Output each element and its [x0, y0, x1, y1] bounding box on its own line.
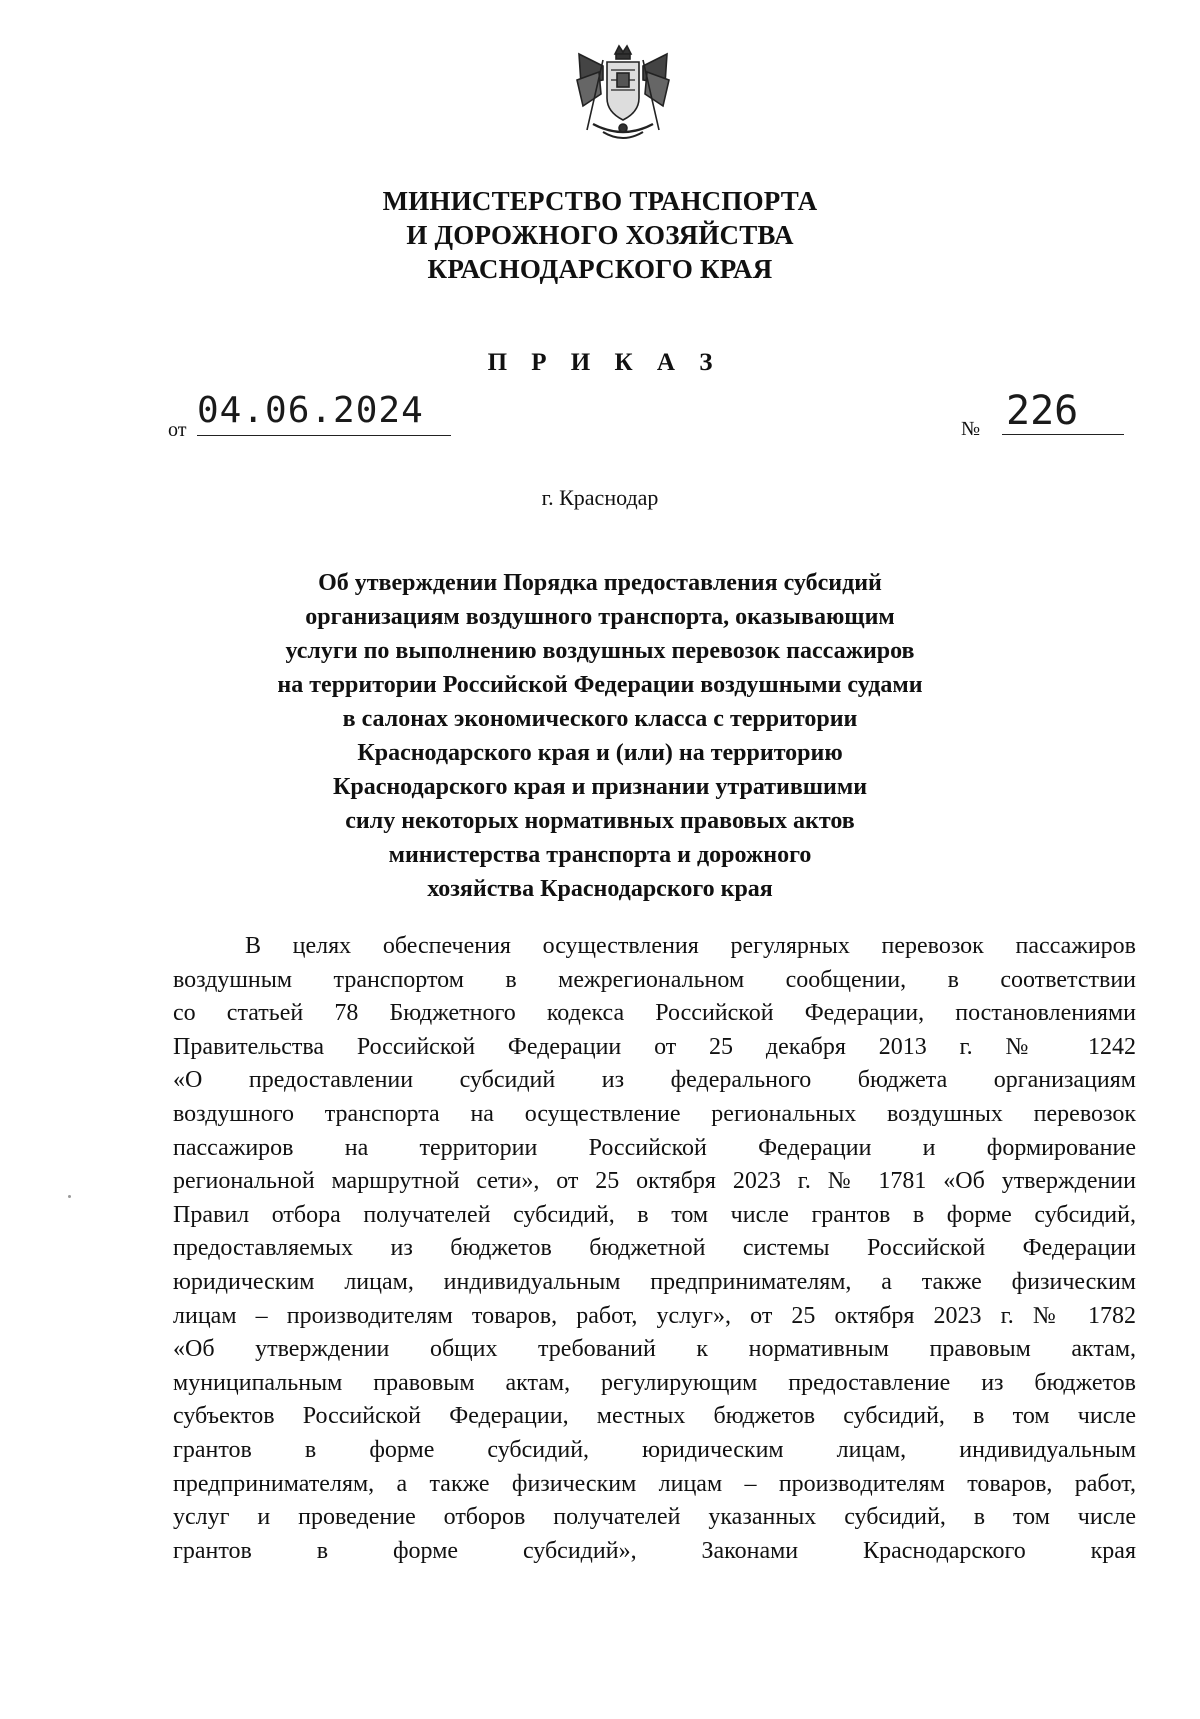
document-title-line: Краснодарского края и признании утратившими — [332, 774, 868, 800]
document-title-line: услуги по выполнению воздушных перевозок пассажиров — [285, 638, 915, 664]
body-line: грантов в форме субсидий, юридическим лицам, индивидуальным — [173, 1436, 1136, 1463]
body-line: В целях обеспечения осуществления регулярных перевозок пассажиров — [245, 933, 1136, 959]
body-line: «Об утверждении общих требований к нормативным правовым актам, — [173, 1336, 1136, 1363]
body-line: региональной маршрутной сети», от 25 октября 2023 г. № 1781 «Об утверждении — [173, 1168, 1136, 1195]
document-title-line: в салонах экономического класса с территории — [342, 706, 858, 732]
city-name: г. Краснодар — [541, 485, 659, 510]
coat-of-arms-emblem — [563, 40, 683, 150]
ministry-name-line: И ДОРОЖНОГО ХОЗЯЙСТВА — [406, 220, 794, 250]
body-line: воздушного транспорта на осуществление региональных воздушных перевозок — [173, 1100, 1136, 1127]
body-line: воздушным транспортом в межрегиональном сообщении, в соответствии — [173, 966, 1136, 993]
order-heading: П Р И К А З — [487, 349, 722, 376]
document-title-line: министерства транспорта и дорожного — [388, 842, 812, 868]
body-line: юридическим лицам, индивидуальным предпринимателям, а также физическим — [173, 1268, 1136, 1295]
document-title-line: на территории Российской Федерации воздушными судами — [277, 672, 923, 698]
ministry-name — [0, 184, 1200, 286]
number-label: № — [961, 418, 981, 440]
body-line: пассажиров на территории Российской Федерации и формирование — [173, 1134, 1136, 1161]
order-date: 04.06.2024 — [197, 389, 451, 436]
document-title-line: силу некоторых нормативных правовых актов — [345, 808, 855, 834]
ministry-name-line: МИНИСТЕРСТВО ТРАНСПОРТА — [382, 186, 818, 216]
body-line: услуг и проведение отборов получателей указанных субсидий, в том числе — [173, 1504, 1136, 1531]
document-title-line: Об утверждении Порядка предоставления субсидий — [318, 570, 882, 596]
body-line: лицам – производителям товаров, работ, услуг», от 25 октября 2023 г. № 1782 — [173, 1302, 1136, 1329]
scan-speck — [68, 1195, 71, 1198]
body-paragraph — [173, 930, 1136, 1568]
body-line: Правительства Российской Федерации от 25 декабря 2013 г. № 1242 — [173, 1033, 1136, 1060]
body-line: субъектов Российской Федерации, местных бюджетов субсидий, в том числе — [173, 1403, 1136, 1430]
body-line: грантов в форме субсидий», Законами Краснодарского края — [173, 1537, 1136, 1564]
document-title-line: хозяйства Краснодарского края — [427, 876, 773, 902]
date-label: от — [168, 419, 187, 441]
body-line: Правил отбора получателей субсидий, в том числе грантов в форме субсидий, — [173, 1201, 1136, 1228]
body-line: «О предоставлении субсидий из федерального бюджета организациям — [173, 1067, 1136, 1094]
body-line: со статьей 78 Бюджетного кодекса Российской Федерации, постановлениями — [173, 1000, 1136, 1027]
body-line: предпринимателям, а также физическим лицам – производителям товаров, работ, — [173, 1470, 1136, 1497]
document-title-line: организациям воздушного транспорта, оказывающим — [305, 604, 895, 630]
document-title-line: Краснодарского края и (или) на территорию — [357, 740, 843, 766]
order-number: 226 — [1002, 389, 1124, 435]
document-title — [180, 566, 1020, 906]
body-line: предоставляемых из бюджетов бюджетной системы Российской Федерации — [173, 1235, 1136, 1262]
ministry-name-line: КРАСНОДАРСКОГО КРАЯ — [427, 254, 773, 284]
body-line: муниципальным правовым актам, регулирующим предоставление из бюджетов — [173, 1369, 1136, 1396]
